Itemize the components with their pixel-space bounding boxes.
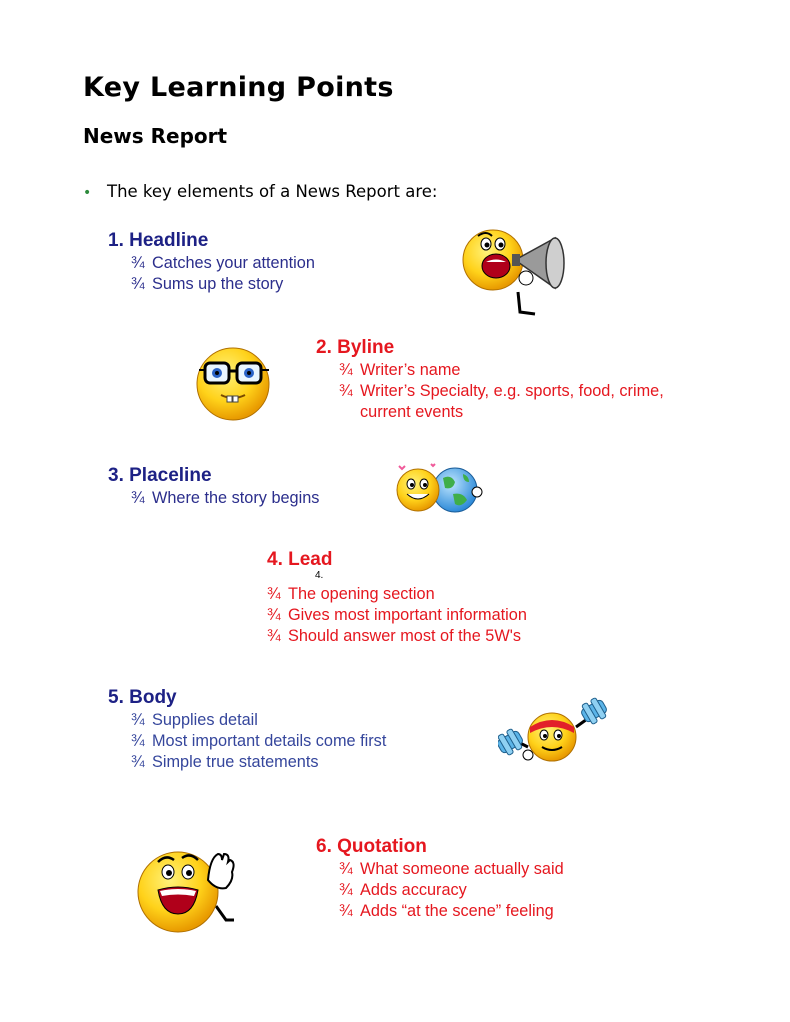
shouting-smiley-icon <box>136 844 238 936</box>
list-item: ¾ Simple true statements <box>131 753 319 771</box>
section-quotation <box>316 835 564 922</box>
section-lead <box>267 548 527 647</box>
list-item: ¾ Adds accuracy <box>339 881 467 899</box>
section-heading: 5. Body <box>108 687 177 708</box>
list-item: ¾ Adds “at the scene” feeling <box>339 902 554 920</box>
list-item: ¾ Writer’s name <box>339 361 461 379</box>
list-item: ¾ Sums up the story <box>131 275 284 293</box>
list-item: ¾ Writer’s Specialty, e.g. sports, food, crime, current events <box>339 382 664 421</box>
page-subtitle: News Report <box>83 124 228 148</box>
section-byline <box>316 336 664 423</box>
list-item: ¾ What someone actually said <box>339 860 564 878</box>
list-item: ¾ Most important details come first <box>131 732 387 750</box>
dumbbell-smiley-icon <box>498 697 608 769</box>
section-heading: 2. Byline <box>316 337 395 358</box>
bullet-dot: • <box>83 185 92 201</box>
glasses-smiley-icon <box>195 343 275 425</box>
list-item: ¾ Gives most important information <box>267 606 527 624</box>
list-item: ¾ The opening section <box>267 585 435 603</box>
list-item: ¾ Catches your attention <box>131 254 315 272</box>
section-headline <box>108 229 315 295</box>
list-item: ¾ Should answer most of the 5W's <box>267 627 521 645</box>
megaphone-smiley-icon <box>460 222 575 317</box>
intro-line <box>83 182 437 201</box>
section-heading: 1. Headline <box>108 230 209 251</box>
lead-note: 4. <box>315 570 324 581</box>
section-heading: 4. Lead <box>267 549 333 570</box>
section-body <box>108 686 386 773</box>
page-title: Key Learning Points <box>83 72 394 103</box>
section-heading: 6. Quotation <box>316 836 427 857</box>
list-item: ¾ Supplies detail <box>131 711 258 729</box>
section-placeline <box>108 464 319 509</box>
globe-smiley-icon <box>393 460 485 516</box>
section-heading: 3. Placeline <box>108 465 212 486</box>
intro-text: The key elements of a News Report are: <box>107 182 438 201</box>
list-item: ¾ Where the story begins <box>131 489 320 507</box>
